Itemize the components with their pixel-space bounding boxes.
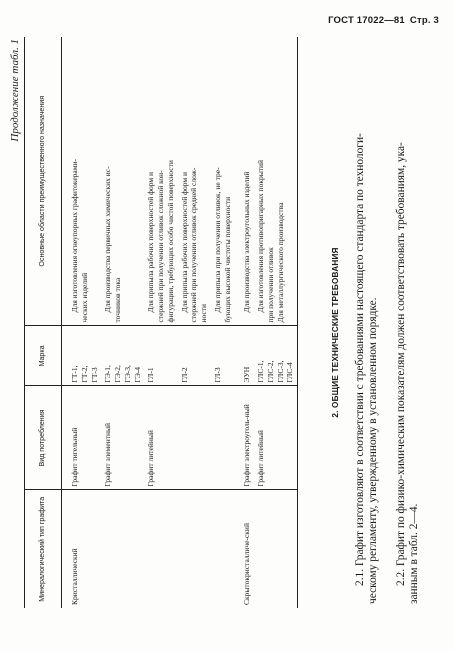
cell-use — [211, 386, 235, 490]
table-row — [101, 37, 144, 608]
cell-area: Для припыла при получении отливок, не тре- бующих высокой чистоты поверхности — [211, 37, 235, 326]
cell-area: Для припыла рабочих поверхностей форм и стержней при получении отливок сложной кон- фигурации, требующих особо чистой поверхности — [144, 37, 177, 326]
cell-grade: ГЭ-1, ГЭ-2, ГЭ-3, ГЭ-4 — [101, 326, 144, 386]
col-header-type: Минералогический тип графита — [25, 490, 62, 608]
cell-area: Для припыла рабочих поверхностей форм и стержней при получении отливок средней слож- ности — [178, 37, 211, 326]
cell-area: Для производства первичных химических ис- точников тока — [101, 37, 144, 326]
cell-grade: ГЛС-1, ГЛС-2, ГЛС-3, ГЛС-4 — [254, 326, 298, 386]
cell-grade: ЭУН — [234, 326, 254, 386]
cell-type: Скрытокристалличе-ский — [242, 523, 252, 605]
cell-use: Графит электроуголь-ный — [234, 386, 254, 490]
table-row — [144, 37, 177, 608]
cell-area: Для изготовления огнеупорных графитокерами- ческих изделий — [62, 37, 102, 326]
cell-grade: ГЛ-2 — [178, 326, 211, 386]
col-header-use: Вид потребления — [25, 386, 62, 490]
cell-use: Графит литейный — [144, 386, 177, 490]
paragraph-2-1: 2.1. Графит изготовляют в соответствии с требованиями настоящего стандарта по технологи- ческому регламенту, утвержденному в установленном порядке. — [354, 133, 379, 604]
cell-use: Графит элементный — [101, 386, 144, 490]
cell-grade: ГЛ-1 — [144, 326, 177, 386]
table-row — [234, 37, 254, 608]
section-title: 2. ОБЩИЕ ТЕХНИЧЕСКИЕ ТРЕБОВАНИЯ — [331, 247, 340, 418]
page-header — [328, 15, 439, 26]
standard-number: ГОСТ 17022—81 — [328, 15, 405, 26]
cell-type: Кристаллический — [70, 548, 79, 605]
cell-use: Графит литейный — [254, 386, 298, 490]
table-row — [211, 37, 235, 608]
graphite-grades-table — [24, 37, 298, 608]
col-header-grade: Марка — [25, 326, 62, 386]
table-row — [62, 37, 102, 608]
cell-area: Для производства электроугольных изделий — [234, 37, 254, 326]
rotated-content — [2, 35, 432, 630]
cell-grade: ГЛ-3 — [211, 326, 235, 386]
col-header-area: Основные области преимущественного назначения — [25, 37, 62, 326]
cell-use — [178, 386, 211, 490]
table-row — [178, 37, 211, 608]
page-number: Стр. 3 — [409, 15, 439, 26]
cell-grade: ГТ-1, ГТ-2, ГТ-3 — [62, 326, 102, 386]
paragraph-2-2: 2.2. Графит по физико-химическим показателям должен соответствовать требованиям, ука- занным в табл. 2—4. — [395, 142, 420, 604]
cell-use: Графит тигельный — [62, 386, 102, 490]
table-continuation-label: Продолжение табл. 1 — [9, 39, 21, 142]
table-header-row — [25, 37, 62, 608]
table-row — [254, 37, 298, 608]
cell-area: Для изготовления противопригарных покрытий при получении отливок Для металлургического производства — [254, 37, 298, 326]
